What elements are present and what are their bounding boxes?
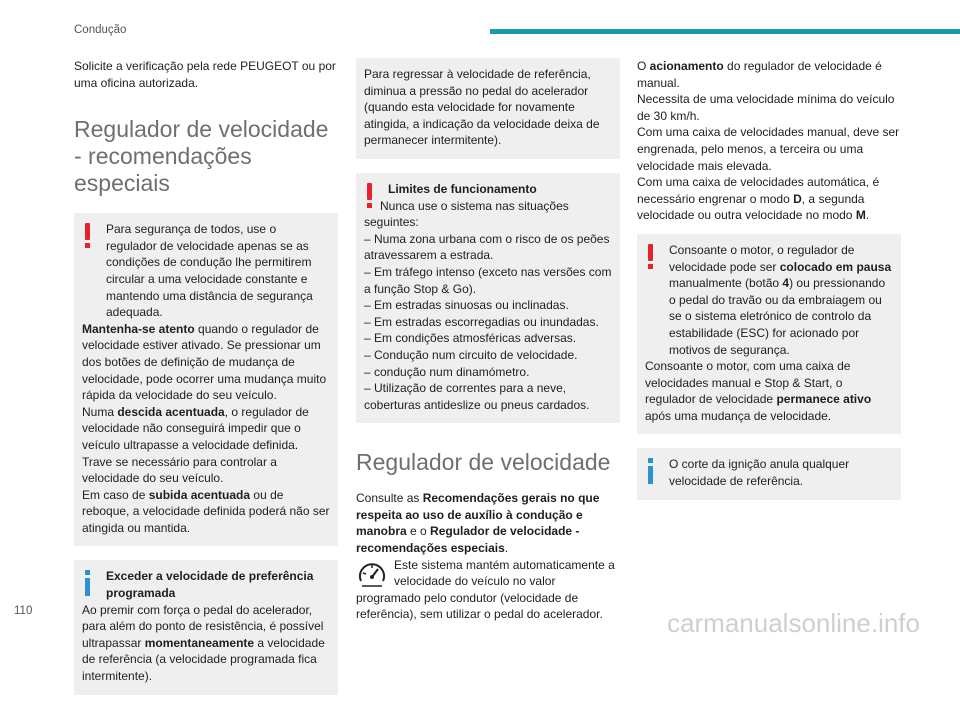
pause-text: Consoante o motor, o regulador de velocidade pode ser colocado em pausa manualmente (botão 4) ou pressionando o pedal do travão ou da embraiagem ou se o sistema eletrónico de controlo da estabilidade (ESC) for acionado por motivos de segurança. [669, 242, 892, 357]
cruise-control-icon [356, 559, 388, 589]
info-icon [85, 570, 93, 596]
info-text: Ao premir com força o pedal do acelerador, para além do ponto de resistência, é possível ultrapassar momentaneamente a velocidade de referência (a velocidade programada fica intermitente). [82, 602, 325, 684]
column-2 [356, 58, 620, 623]
info-box-ignition [637, 448, 901, 499]
warning-box-pause [637, 234, 901, 435]
note-text: Para regressar à velocidade de referência, diminua a pressão no pedal do acelerador (quando esta velocidade for novamente atingida, a indicação da velocidade deixa de permanecer intermitente). [364, 67, 600, 148]
consult-text: Consulte as Recomendações gerais no que respeita ao uso de auxílio à condução e manobra e o Regulador de velocidade - recomendações especiais. [356, 491, 600, 556]
page-number: 110 [14, 605, 33, 617]
automatic-gearbox-text: Com uma caixa de velocidades automática, é necessário engrenar o modo D, a segunda velocidade ou outra velocidade no modo M. [637, 175, 880, 223]
min-speed-text: Necessita de uma velocidade mínima do veículo de 30 km/h. [637, 92, 895, 123]
system-description: Este sistema mantém automaticamente a velocidade do veículo no valor programado pelo condutor (velocidade de referência), sem utilizar o pedal do acelerador. [356, 557, 615, 622]
section-title-cruise-control: Regulador de velocidade [356, 449, 611, 476]
ignition-text: O corte da ignição anula qualquer velocidade de referência. [669, 457, 850, 489]
warning-icon [85, 223, 90, 249]
manual-gearbox-text: Com uma caixa de velocidades manual, deve ser engrenada, pelo menos, a terceira ou uma velocidade mais elevada. [637, 125, 900, 173]
note-box-return-speed [356, 58, 620, 159]
warning-icon [367, 183, 372, 209]
limits-list-item: – Em tráfego intenso (exceto nas versões com a função Stop & Go). [364, 264, 612, 296]
info-box-exceed-speed [74, 560, 338, 694]
limits-list-item: – Em estradas escorregadias ou inundadas. [364, 314, 599, 329]
column-3 [637, 58, 901, 514]
chapter-title: Condução [74, 24, 127, 36]
limits-list-item: – Em estradas sinuosas ou inclinadas. [364, 298, 569, 313]
warning-box-safety [74, 213, 338, 546]
stop-start-text: Consoante o motor, com uma caixa de velocidades manual e Stop & Start, o regulador de velocidade permanece ativo após uma mudança de velocidade. [645, 359, 872, 423]
activation-text: O acionamento do regulador de velocidade é manual. [637, 59, 882, 90]
limits-list [364, 231, 612, 414]
limits-list-item: – Em condições atmosféricas adversas. [364, 331, 577, 346]
limits-list-item: – Condução num circuito de velocidade. [364, 347, 578, 362]
limits-list-item: – Numa zona urbana com o risco de os peões atravessarem a estrada. [364, 231, 610, 263]
column-1 [74, 58, 338, 709]
warning-text-1: Para segurança de todos, use o regulador de velocidade apenas se as condições de condução lhe permitirem circular a uma velocidade constante e mantendo uma distância de segurança adequada. [106, 222, 313, 320]
limits-list-item: – condução num dinamómetro. [364, 364, 530, 379]
warning-text-4: Em caso de subida acentuada ou de reboque, a velocidade definida poderá não ser atingida ou mantida. [82, 487, 330, 535]
limits-list-item: – Utilização de correntes para a neve, coberturas antideslize ou pneus cardados. [364, 381, 590, 412]
info-title: Exceder a velocidade de preferência programada [106, 569, 314, 601]
limits-intro: Nunca use o sistema nas situações seguintes: [364, 198, 569, 230]
limits-title: Limites de funcionamento [388, 181, 537, 196]
intro-text: Solicite a verificação pela rede PEUGEOT ou por uma oficina autorizada. [74, 59, 336, 90]
warning-icon [648, 244, 653, 270]
warning-box-limits [356, 173, 620, 423]
warning-text-3: Numa descida acentuada, o regulador de velocidade não conseguirá impedir que o veículo ultrapasse a velocidade definida. Trave se necessário para controlar a velocidade do seu veículo. [82, 404, 309, 486]
section-title-special-recommendations: Regulador de velocidade - recomendações especiais [74, 116, 329, 197]
watermark: carmanualsonline.info [667, 608, 920, 638]
info-icon [648, 458, 656, 484]
warning-text-2: Mantenha-se atento quando o regulador de velocidade estiver ativado. Se pressionar um dos botões de definição de mudança de velocidade, pode ocorrer uma mudança muito rápida da velocidade do seu veículo. [82, 321, 327, 403]
header-accent-bar [490, 29, 960, 34]
